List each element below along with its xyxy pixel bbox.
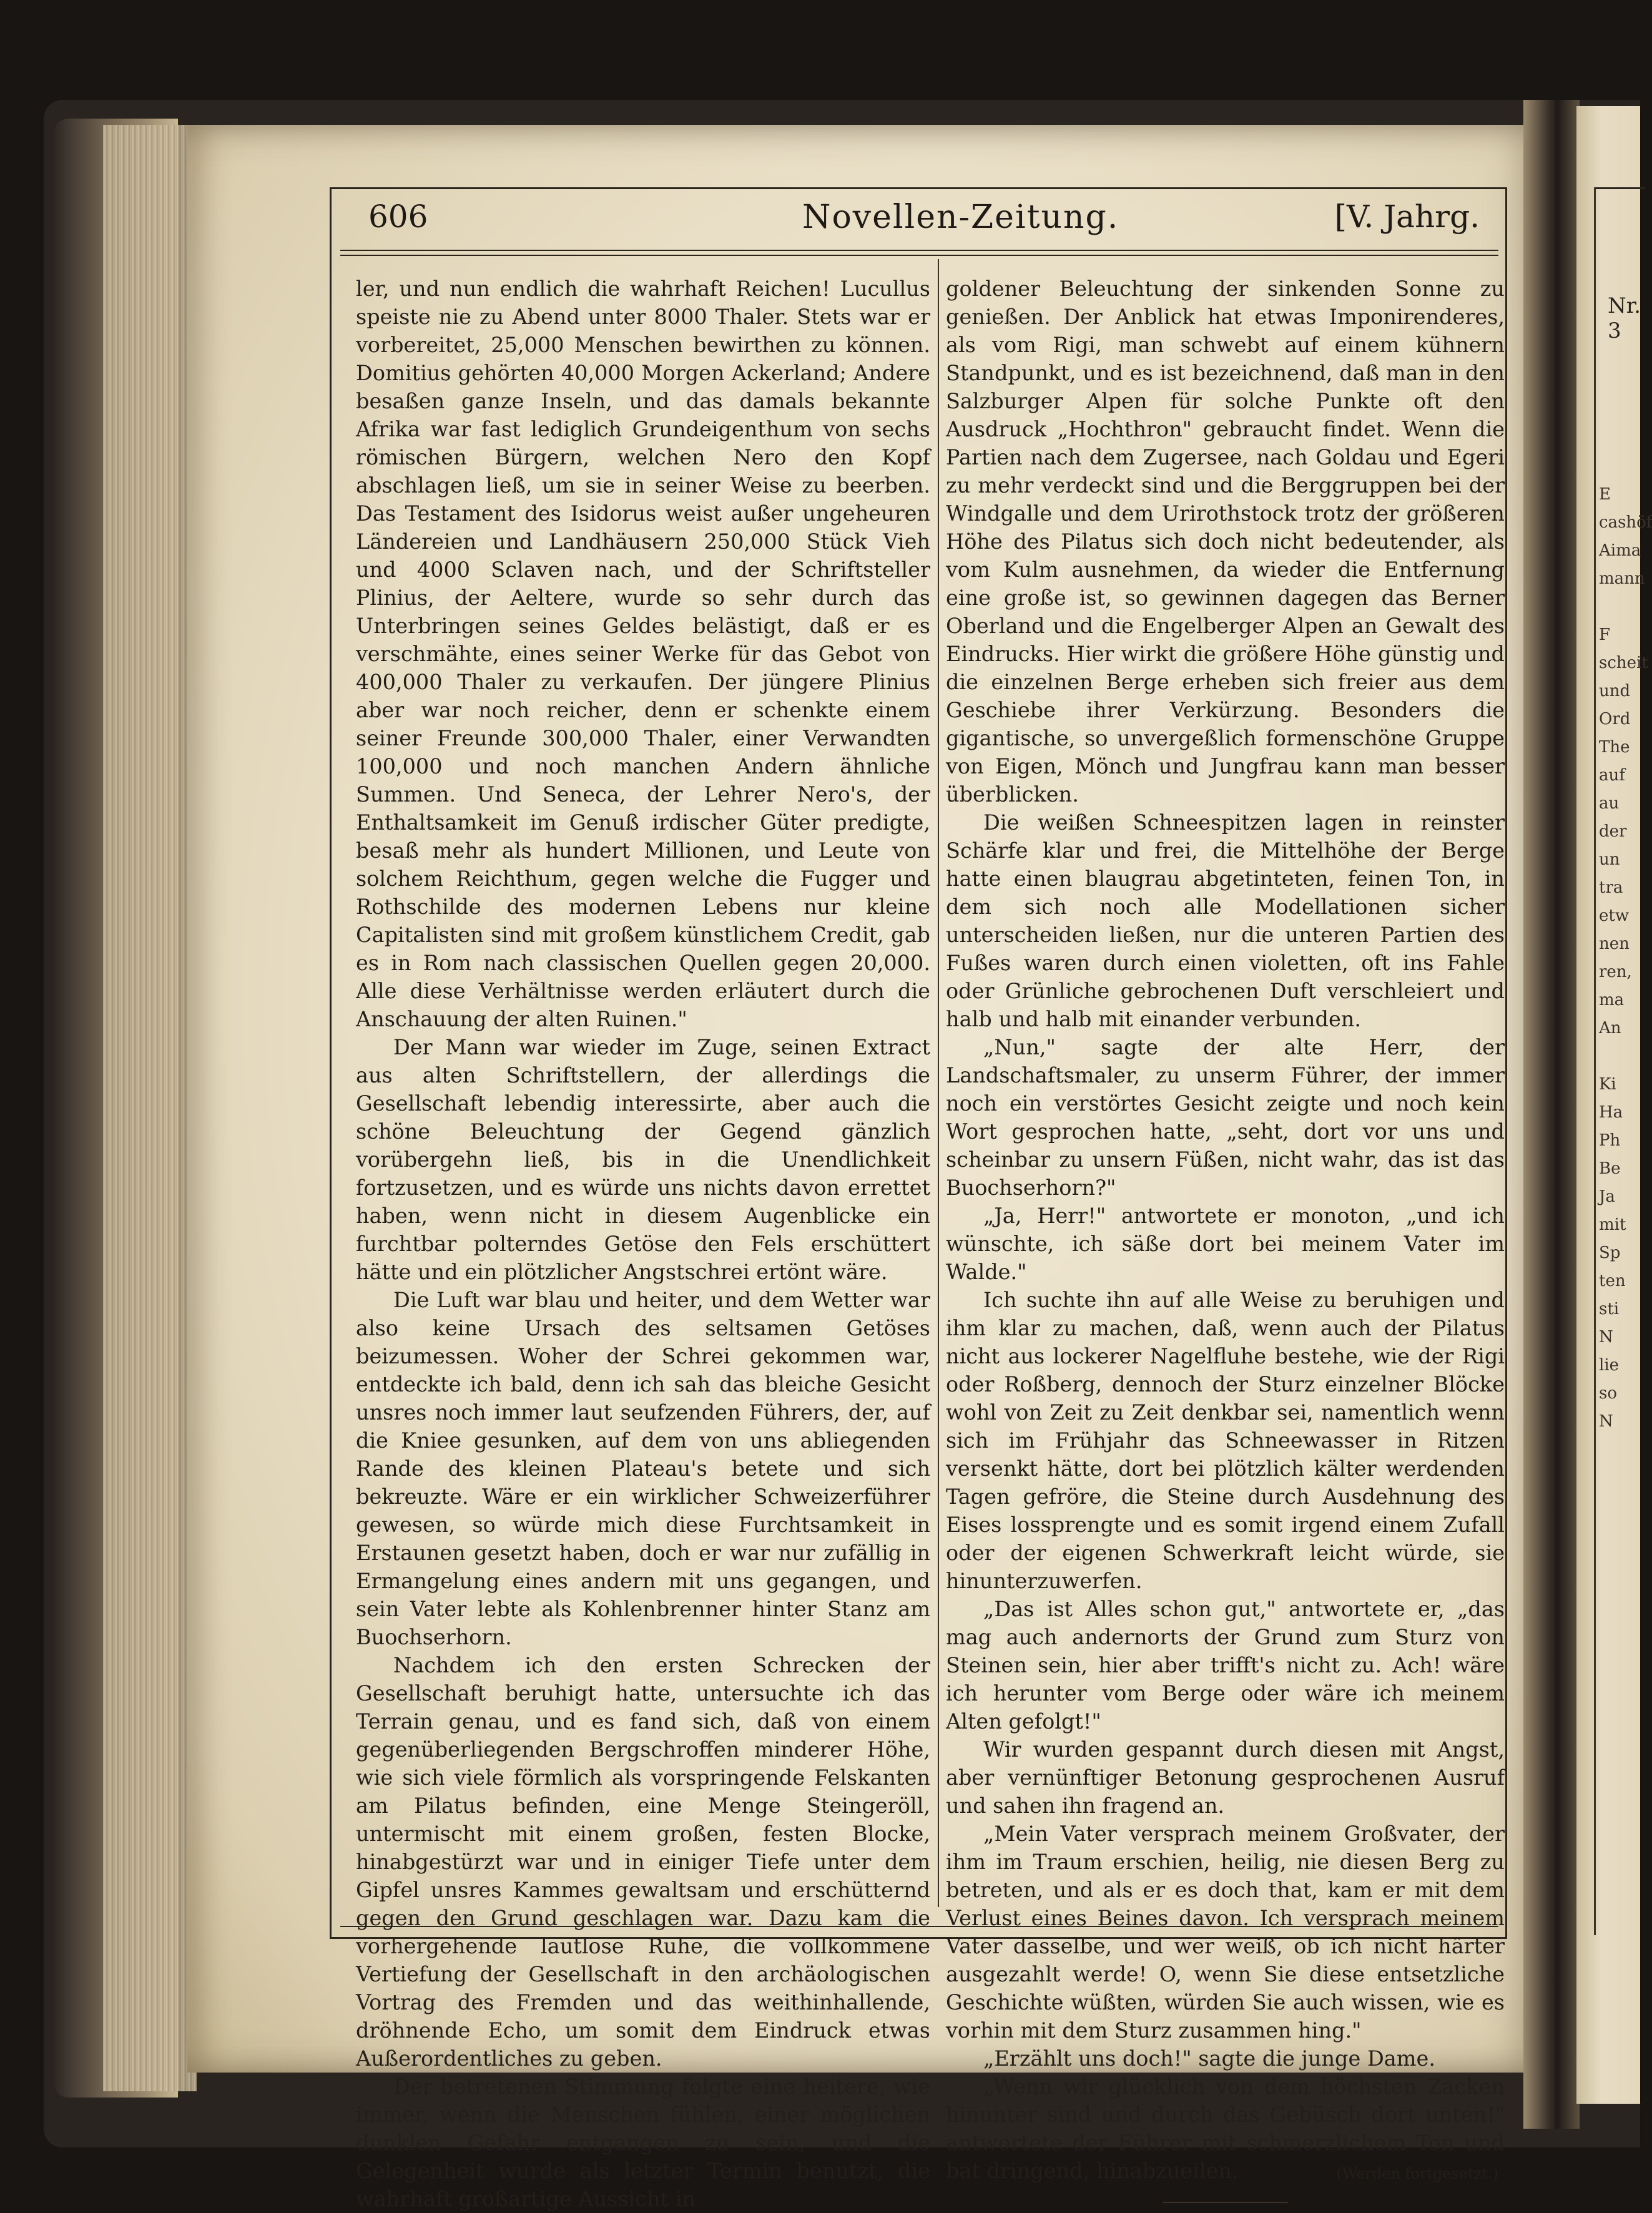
right-column (946, 275, 1505, 2203)
paragraph: Der betretenen Stimmung folgte eine heitere, wie immer, wenn die Menschen fühlen, einer möglichen dunklen Gefahr entgangen zu sein, und die Gelegenheit wurde als letzter Termin benutzt, die wahrhaft großartige Aussicht in (356, 2074, 930, 2211)
page-edges (103, 125, 197, 2091)
book-gutter (1523, 100, 1580, 2129)
left-column (356, 275, 930, 2213)
paragraph: „Das ist Alles schon gut," antwortete er, „das mag auch andernorts der Grund zum Sturz von Steinen sein, hier aber trifft's nicht zu. Ach! wäre ich herunter vom Berge oder wäre ich meinem Alten gefolgt!" (946, 1597, 1505, 1734)
paragraph: „Nun," sagte der alte Herr, der Landschaftsmaler, zu unserm Führer, der immer noch ein verstörtes Gesicht zeigte und noch kein Wort gesprochen hatte, „seht, dort vor uns und scheinbar zu unsern Füßen, nicht wahr, das ist das Buochserhorn?" (946, 1035, 1505, 1200)
facing-page (1576, 106, 1652, 2104)
header-rule (340, 250, 1498, 256)
facing-page-header: Nr. 3 (1608, 293, 1641, 343)
paragraph: Wir wurden gespannt durch diesen mit Angst, aber vernünftiger Betonung gesprochenen Ausruf und sahen ihn fragend an. (946, 1737, 1505, 1818)
paragraph: ler, und nun endlich die wahrhaft Reichen! Lucullus speiste nie zu Abend unter 8000 Thaler. Stets war er vorbereitet, 25,000 Menschen bewirthen zu können. Domitius gehörten 40,000 Morgen Ackerland; Andere besaßen ganze Inseln, und das damals bekannte Afrika war fast lediglich Grundeigenthum von sechs römischen Bürgern, welchen Nero den Kopf abschlagen ließ, um sie in seiner Weise zu beerben. Das Testament des Isidorus weist außer ungeheuren Ländereien und Landhäusern 250,000 Stück Vieh und 4000 Sclaven nach, und der Schriftsteller Plinius, der Aeltere, wurde so sehr durch das Unterbringen seines Geldes belästigt, daß er es verschmähte, eines seiner Werke für das Gebot von 400,000 Thaler zu verkaufen. Der jüngere Plinius aber war noch reicher, denn er schenkte einem seiner Freunde 300,000 Thaler, einer Verwandten 100,000 und noch manchen Andern ähnliche Summen. Und Seneca, der Lehrer Nero's, der Enthaltsamkeit im Genuß irdischer Güter predigte, besaß mehr als hundert Millionen, und Leute von solchem Reichthum, gegen welche die Fugger und Rothschilde des modernen Lebens nur kleine Capitalisten sind mit großem künstlichem Credit, gab es in Rom nach classischen Quellen gegen 20,000. Alle diese Verhältnisse werden erläutert durch die Anschauung der alten Ruinen." (356, 277, 930, 1031)
paragraph: „Ja, Herr!" antwortete er monoton, „und ich wünschte, ich säße dort bei meinem Vater im Walde." (946, 1204, 1505, 1284)
paragraph: Die Luft war blau und heiter, und dem Wetter war also keine Ursach des seltsamen Getöses beizumessen. Woher der Schrei gekommen war, entdeckte ich bald, denn ich sah das bleiche Gesicht unsres noch immer laut seufzenden Führers, der, auf die Kniee gesunken, auf dem von uns abliegenden Rande des kleinen Plateau's betete und sich bekreuzte. Wäre er ein wirklicher Schweizerführer gewesen, so würde mich diese Furchtsamkeit in Erstaunen gesetzt haben, doch er war nur zufällig in Ermangelung eines andern mit uns gegangen, und sein Vater lebte als Kohlenbrenner hinter Stanz am Buochserhorn. (356, 1288, 930, 1649)
running-header (340, 194, 1498, 243)
paragraph: „Wenn wir glücklich von dem höchsten Zacken hinunter sind und durch das Gebüsch dort unten!" antwortete der Führer mit schmerzlichem Ton und bat dringend, hinabzueilen. (946, 2074, 1505, 2183)
continuation-note: (Werden fortgesetzt.) (1336, 2165, 1498, 2182)
paragraph: goldener Beleuchtung der sinkenden Sonne zu genießen. Der Anblick hat etwas Imponirenderes, als vom Rigi, man schwebt auf einem kühnern Standpunkt, und es ist bezeichnend, daß man in den Salzburger Alpen für solche Punkte oft den Ausdruck „Hochthron" gebraucht findet. Wenn die Partien nach dem Zugersee, nach Goldau und Egeri zu mehr verdeckt sind und die Berggruppen bei der Windgalle und dem Urirothstock trotz der größeren Höhe des Pilatus sich doch nicht bedeutender, als vom Kulm ausnehmen, da wieder die Entfernung eine große ist, so gewinnen dagegen das Berner Oberland und die Engelberger Alpen an Gewalt des Eindrucks. Hier wirkt die größere Höhe günstig und die einzelnen Berge erheben sich freier aus dem Geschiebe ihrer Verkürzung. Besonders die gigantische, so unvergeßlich formenschöne Gruppe von Eigen, Mönch und Jungfrau kann man besser überblicken. (946, 277, 1505, 807)
paragraph: „Erzählt uns doch!" sagte die junge Dame. (983, 2046, 1436, 2071)
paragraph: „Mein Vater versprach meinem Großvater, der ihm im Traum erschien, heilig, nie diesen Berg zu betreten, und als er es doch that, kam er mit dem Verlust eines Beines davon. Ich versprach meinem Vater dasselbe, und wer weiß, ob ich nicht härter ausgezahlt werde! O, wenn Sie diese entsetzliche Geschichte wüßten, würden Sie auch wissen, wie es vorhin mit dem Sturz zusammen hing." (946, 1822, 1505, 2043)
journal-title: Novellen-Zeitung. (802, 199, 1119, 236)
page-number: 606 (368, 199, 428, 235)
paragraph: Nachdem ich den ersten Schrecken der Gesellschaft beruhigt hatte, untersuchte ich das Terrain genau, und es fand sich, daß von einem gegenüberliegenden Bergschroffen minderer Höhe, wie sich viele förmlich als vorspringende Felskanten am Pilatus befinden, eine Menge Steingeröll, untermischt mit einem großen, festen Blocke, hinabgestürzt war und in einiger Tiefe unter dem Gipfel unsres Kammes gewaltsam und erschütternd gegen den Grund geschlagen war. Dazu kam die vorhergehende lautlose Ruhe, die vollkommene Vertiefung der Gesellschaft in den archäologischen Vortrag des Fremden und das weithinhallende, dröhnende Echo, um somit dem Eindruck etwas Außerordentliches zu geben. (356, 1653, 930, 2071)
paragraph: Ich suchte ihn auf alle Weise zu beruhigen und ihm klar zu machen, daß, wenn auch der Pilatus nicht aus lockerer Nagelfluhe bestehe, wie der Rigi oder Roßberg, dennoch der Sturz einzelner Blöcke wohl von Zeit zu Zeit denkbar sei, namentlich wenn sich im Frühjahr das Schneewasser in Ritzen versenkt hätte, dort bei plötzlich kälter werdenden Tagen gefröre, die Steine durch Ausdehnung des Eises lossprengte und es somit irgend einem Zufall oder der eigenen Schwerkraft leicht würde, sie hinunterzuwerfen. (946, 1288, 1505, 1593)
end-rule (1163, 2202, 1288, 2203)
volume-year: [V. Jahrg. (1334, 199, 1480, 235)
paragraph: Die weißen Schneespitzen lagen in reinster Schärfe klar und frei, die Mittelhöhe der Berge hatte einen blaugrau abgetinteten, feinen Ton, in dem sich noch alle Modellationen sicher unterscheiden ließen, nur die unteren Partien des Fußes waren durch einen violetten, oft ins Fahle oder Grünliche gebrochenen Duft verschleiert und halb und halb mit einander verbunden. (946, 810, 1505, 1031)
column-divider (938, 259, 939, 1907)
paragraph: Der Mann war wieder im Zuge, seinen Extract aus alten Schriftstellern, der allerdings die Gesellschaft lebendig interessirte, aber auch die schöne Beleuchtung der Gegend gänzlich vorübergehn ließ, bis in die Unendlichkeit fortzusetzen, und es würde uns nichts davon errettet haben, wenn nicht in diesem Augenblicke ein furchtbar polterndes Getöse den Fels erschüttert hätte und ein plötzlicher Angstschrei ertönt wäre. (356, 1035, 930, 1284)
facing-page-fragments: E cashöf Aima mann F scheit und Ord The auf au der un tra etw nen ren, ma An Ki Ha Ph Be Ja mit Sp ten sti N lie so N (1599, 485, 1652, 1431)
